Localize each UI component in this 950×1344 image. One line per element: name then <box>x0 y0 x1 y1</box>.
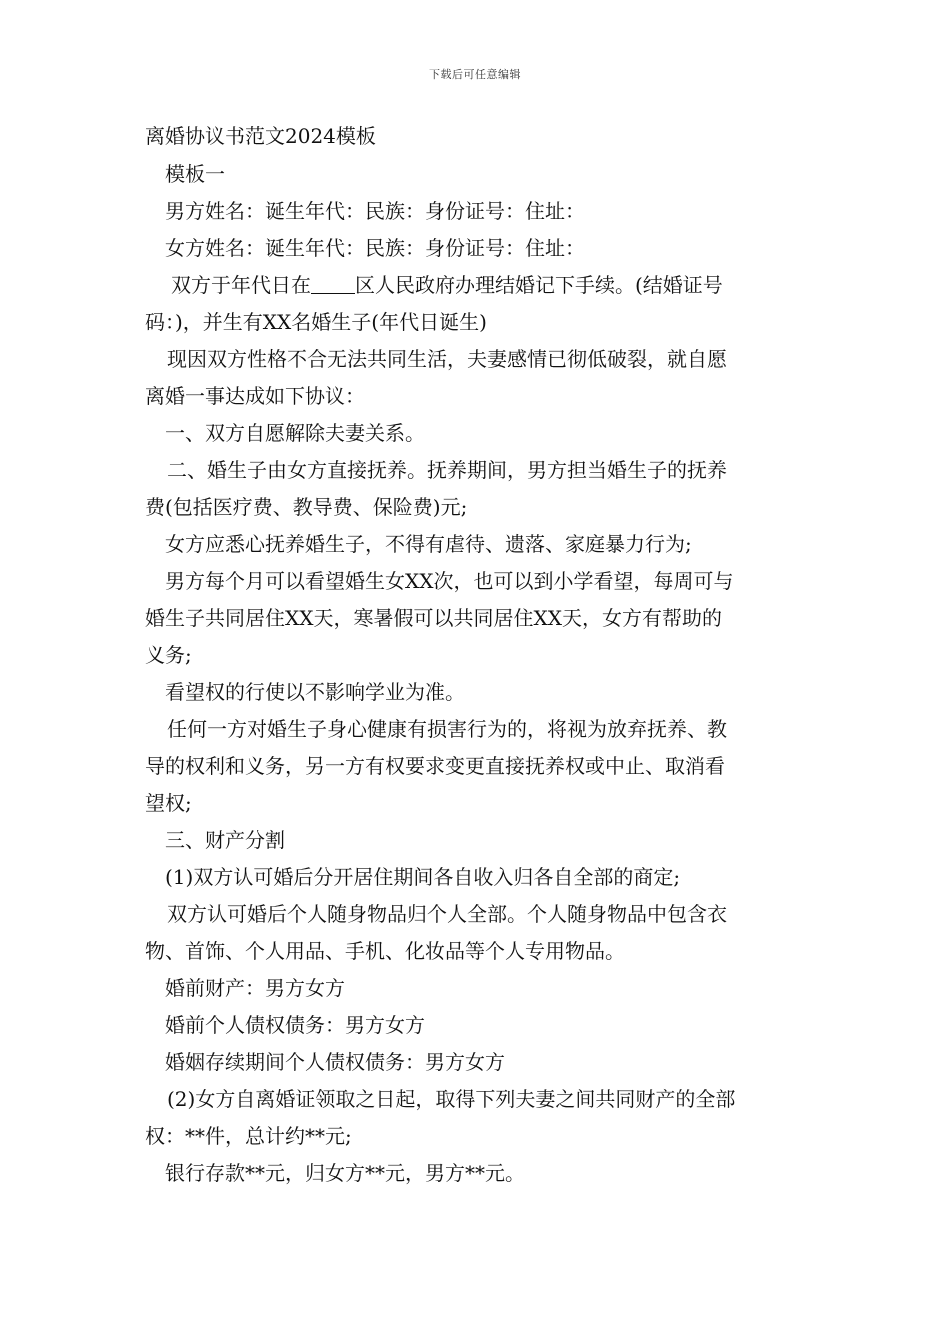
paragraph-line: 女方姓名：诞生年代：民族：身份证号：住址： <box>165 236 585 260</box>
paragraph-line: 婚前财产：男方女方 <box>165 976 345 1000</box>
paragraph-text: 双方于年代日在 <box>171 273 311 297</box>
paragraph-line: 看望权的行使以不影响学业为准。 <box>165 680 465 704</box>
paragraph-line: 任何一方对婚生子身心健康有损害行为的，将视为放弃抚养、教 <box>167 717 727 741</box>
blank-underline <box>311 271 355 294</box>
paragraph-line: 男方姓名：诞生年代：民族：身份证号：住址： <box>165 199 585 223</box>
paragraph-line: 模板一 <box>165 162 225 186</box>
paragraph-line: 二、婚生子由女方直接抚养。抚养期间，男方担当婚生子的抚养 <box>167 458 727 482</box>
paragraph-line: 离婚一事达成如下协议： <box>145 384 365 408</box>
document-body <box>145 116 807 1192</box>
paragraph-line: (2)女方自离婚证领取之日起，取得下列夫妻之间共同财产的全部 <box>167 1087 736 1111</box>
paragraph-line: 女方应悉心抚养婚生子，不得有虐待、遗落、家庭暴力行为; <box>165 532 692 556</box>
paragraph-line: 婚生子共同居住XX天，寒暑假可以共同居住XX天，女方有帮助的 <box>145 606 722 630</box>
paragraph-line: (1)双方认可婚后分开居住期间各自收入归各自全部的商定; <box>165 865 681 889</box>
paragraph-line: 双方认可婚后个人随身物品归个人全部。个人随身物品中包含衣 <box>167 902 727 926</box>
paragraph-line: 权：**件，总计约**元; <box>145 1124 352 1148</box>
document-title: 离婚协议书范文2024模板 <box>145 124 376 148</box>
paragraph-line: 现因双方性格不合无法共同生活，夫妻感情已彻低破裂，就自愿 <box>167 347 727 371</box>
paragraph-line: 费(包括医疗费、教导费、保险费)元; <box>145 495 468 519</box>
paragraph-line: 导的权利和义务，另一方有权要求变更直接抚养权或中止、取消看 <box>145 754 725 778</box>
paragraph-line: 码：)，并生有XX名婚生子(年代日诞生) <box>145 310 487 334</box>
paragraph-line: 一、双方自愿解除夫妻关系。 <box>165 421 425 445</box>
header-note: 下载后可任意编辑 <box>429 68 521 81</box>
paragraph-line: 望权; <box>145 791 192 815</box>
paragraph-line: 义务; <box>145 643 192 667</box>
paragraph-line: 物、首饰、个人用品、手机、化妆品等个人专用物品。 <box>145 939 625 963</box>
paragraph-line: 婚前个人债权债务：男方女方 <box>165 1013 425 1037</box>
paragraph-line: 三、财产分割 <box>165 828 285 852</box>
paragraph-text: 区人民政府办理结婚记下手续。(结婚证号 <box>355 273 723 297</box>
paragraph-line: 银行存款**元，归女方**元，男方**元。 <box>165 1161 525 1185</box>
paragraph-line: 婚姻存续期间个人债权债务：男方女方 <box>165 1050 505 1074</box>
paragraph-line <box>145 267 807 304</box>
paragraph-line: 男方每个月可以看望婚生女XX次，也可以到小学看望，每周可与 <box>165 569 734 593</box>
